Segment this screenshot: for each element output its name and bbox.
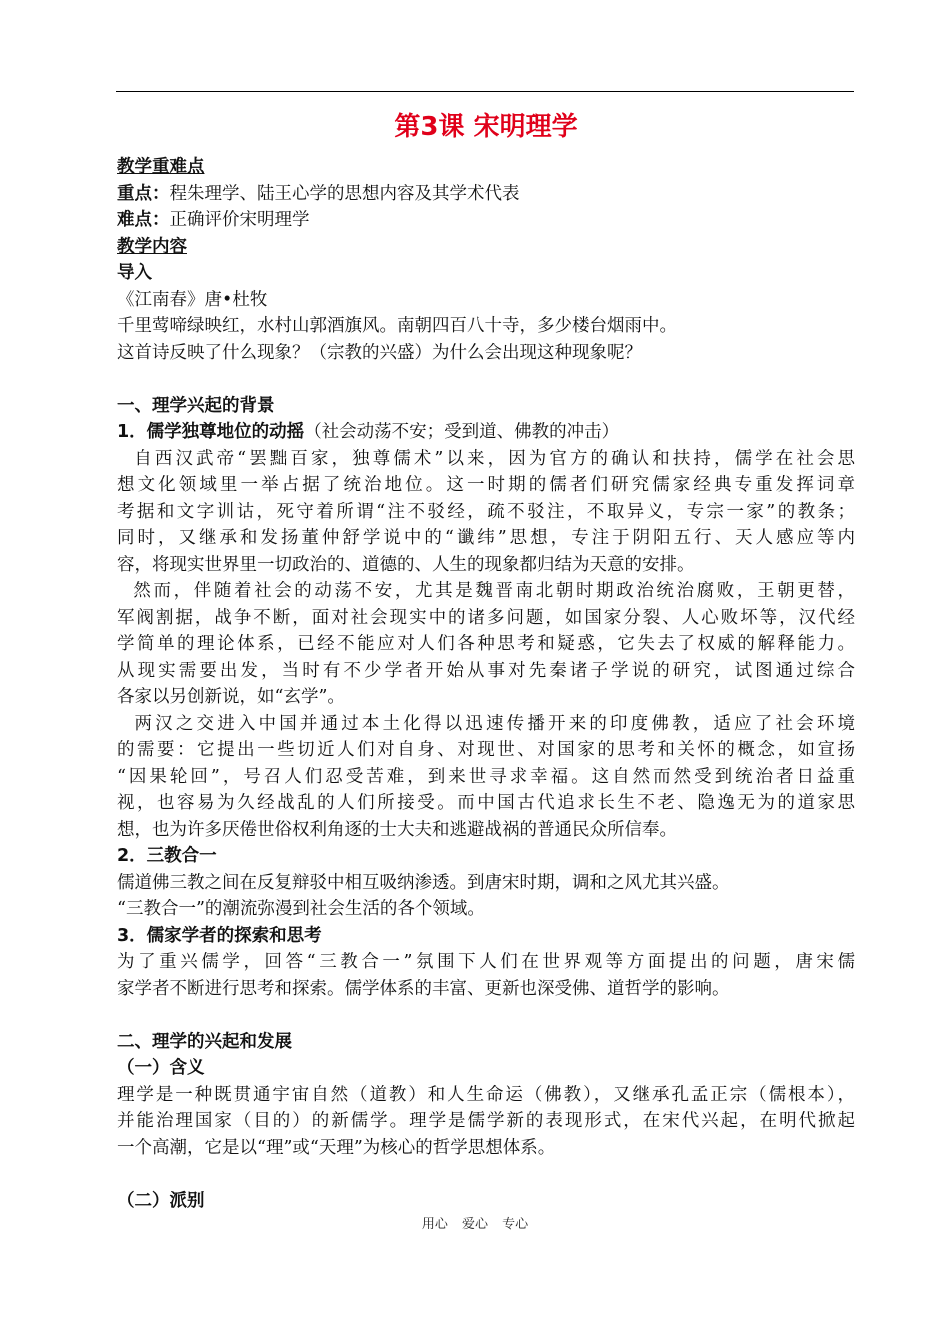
paragraph-line: “因果轮回”，号召人们忍受苦难，到来世寻求幸福。这自然而然受到统治者日益重 [117,766,855,787]
paragraph-line: 然而，伴随着社会的动荡不安，尤其是魏晋南北朝时期政治统治腐败，王朝更替， [117,581,855,601]
subsection-1-title-line [117,419,855,446]
paragraph-line: 家学者不断进行思考和探索。儒学体系的丰富、更新也深受佛、道哲学的影响。 [117,978,730,999]
subsection-schools-title: （二）派别 [117,1190,205,1211]
poem-title: 《江南春》唐•杜牧 [117,289,268,310]
subsection-2-title: 2．三教合一 [117,846,217,866]
section-1-heading: 一、理学兴起的背景 [117,395,275,416]
heading-key-points [117,154,855,181]
heading-content [117,234,855,261]
difficulty-label: 难点： [117,210,170,230]
paragraph-line: 考据和文字训诂，死守着所谓“注不驳经，疏不驳注，不取异义，专宗一家”的教条； [117,501,855,522]
subsection-1-title: 1．儒学独尊地位的动摇 [117,422,305,442]
paragraph-line: 同时，又继承和发扬董仲舒学说中的“谶纬”思想，专注于阴阳五行、天人感应等内 [117,528,855,548]
paragraph-line: 各家以另创新说，如“玄学”。 [117,687,345,707]
spacer [117,366,855,393]
subsection-meaning-title: （一）含义 [117,1058,205,1078]
section-2-heading: 二、理学的兴起和发展 [117,1031,292,1052]
paragraph-line: 视，也容易为久经战乱的人们所接受。而中国古代追求长生不老、隐逸无为的道家思 [117,793,855,813]
paragraph-line: 军阀割据，战争不断，面对社会现实中的诸多问题，如国家分裂、人心败坏等，汉代经 [117,607,855,628]
intro-question: 这首诗反映了什么现象？（宗教的兴盛）为什么会出现这种现象呢？ [117,342,642,363]
page-footer: 用心 爱心 专心 [421,1217,529,1232]
paragraph-line: 理学是一种既贯通宇宙自然（道教）和人生命运（佛教），又继承孔孟正宗（儒根本）， [117,1084,855,1105]
paragraph-line: “三教合一”的潮流弥漫到社会生活的各个领域。 [117,899,485,919]
subsection-1-note: （社会动荡不安；受到道、佛教的冲击） [304,422,620,442]
key-point-label: 重点： [117,183,170,204]
header-rule [116,91,854,92]
page-title: 第3课 宋明理学 [394,112,578,142]
spacer [117,1161,855,1188]
paragraph-line: 儒道佛三教之间在反复辩驳中相互吸纳渗透。到唐宋时期，调和之风尤其兴盛。 [117,872,730,893]
heading-content-text: 教学内容 [117,236,187,257]
paragraph-line: 想，也为许多厌倦世俗权利角逐的士大夫和逃避战祸的普通民众所信奉。 [117,819,677,840]
spacer [117,1002,855,1029]
paragraph-line: 的需要：它提出一些切近人们对自身、对现世、对国家的思考和关怀的概念，如宣扬 [117,740,855,760]
paragraph-line: 两汉之交进入中国并通过本土化得以迅速传播开来的印度佛教，适应了社会环境 [117,713,855,734]
key-point-line [117,181,855,208]
difficulty-text: 正确评价宋明理学 [169,210,310,230]
heading-intro: 导入 [117,263,152,283]
heading-key-points-text: 教学重难点 [117,157,205,177]
paragraph-line: 容，将现实世界里一切政治的、道德的、人生的现象都归结为天意的安排。 [117,554,695,575]
difficulty-line [117,207,855,234]
paragraph-line: 自西汉武帝“罢黜百家，独尊儒术”以来，因为官方的确认和扶持，儒学在社会思 [117,448,855,469]
subsection-3-title: 3．儒家学者的探索和思考 [117,925,322,946]
key-point-text: 程朱理学、陆王心学的思想内容及其学术代表 [169,183,520,204]
poem-text: 千里莺啼绿映红，水村山郭酒旗风。南朝四百八十寺，多少楼台烟雨中。 [117,316,677,336]
paragraph-line: 学简单的理论体系，已经不能应对人们各种思考和疑惑，它失去了权威的解释能力。 [117,634,855,654]
paragraph-line: 想文化领域里一举占据了统治地位。这一时期的儒者们研究儒家经典专重发挥词章 [117,475,855,495]
paragraph-line: 从现实需要出发，当时有不少学者开始从事对先秦诸子学说的研究，试图通过综合 [117,660,855,681]
paragraph-line: 并能治理国家（目的）的新儒学。理学是儒学新的表现形式，在宋代兴起，在明代掀起 [117,1111,855,1131]
paragraph-line: 一个高潮，它是以“理”或“天理”为核心的哲学思想体系。 [117,1137,556,1158]
paragraph-line: 为了重兴儒学，回答“三教合一”氛围下人们在世界观等方面提出的问题，唐宋儒 [117,952,855,972]
document-body [117,108,855,1214]
